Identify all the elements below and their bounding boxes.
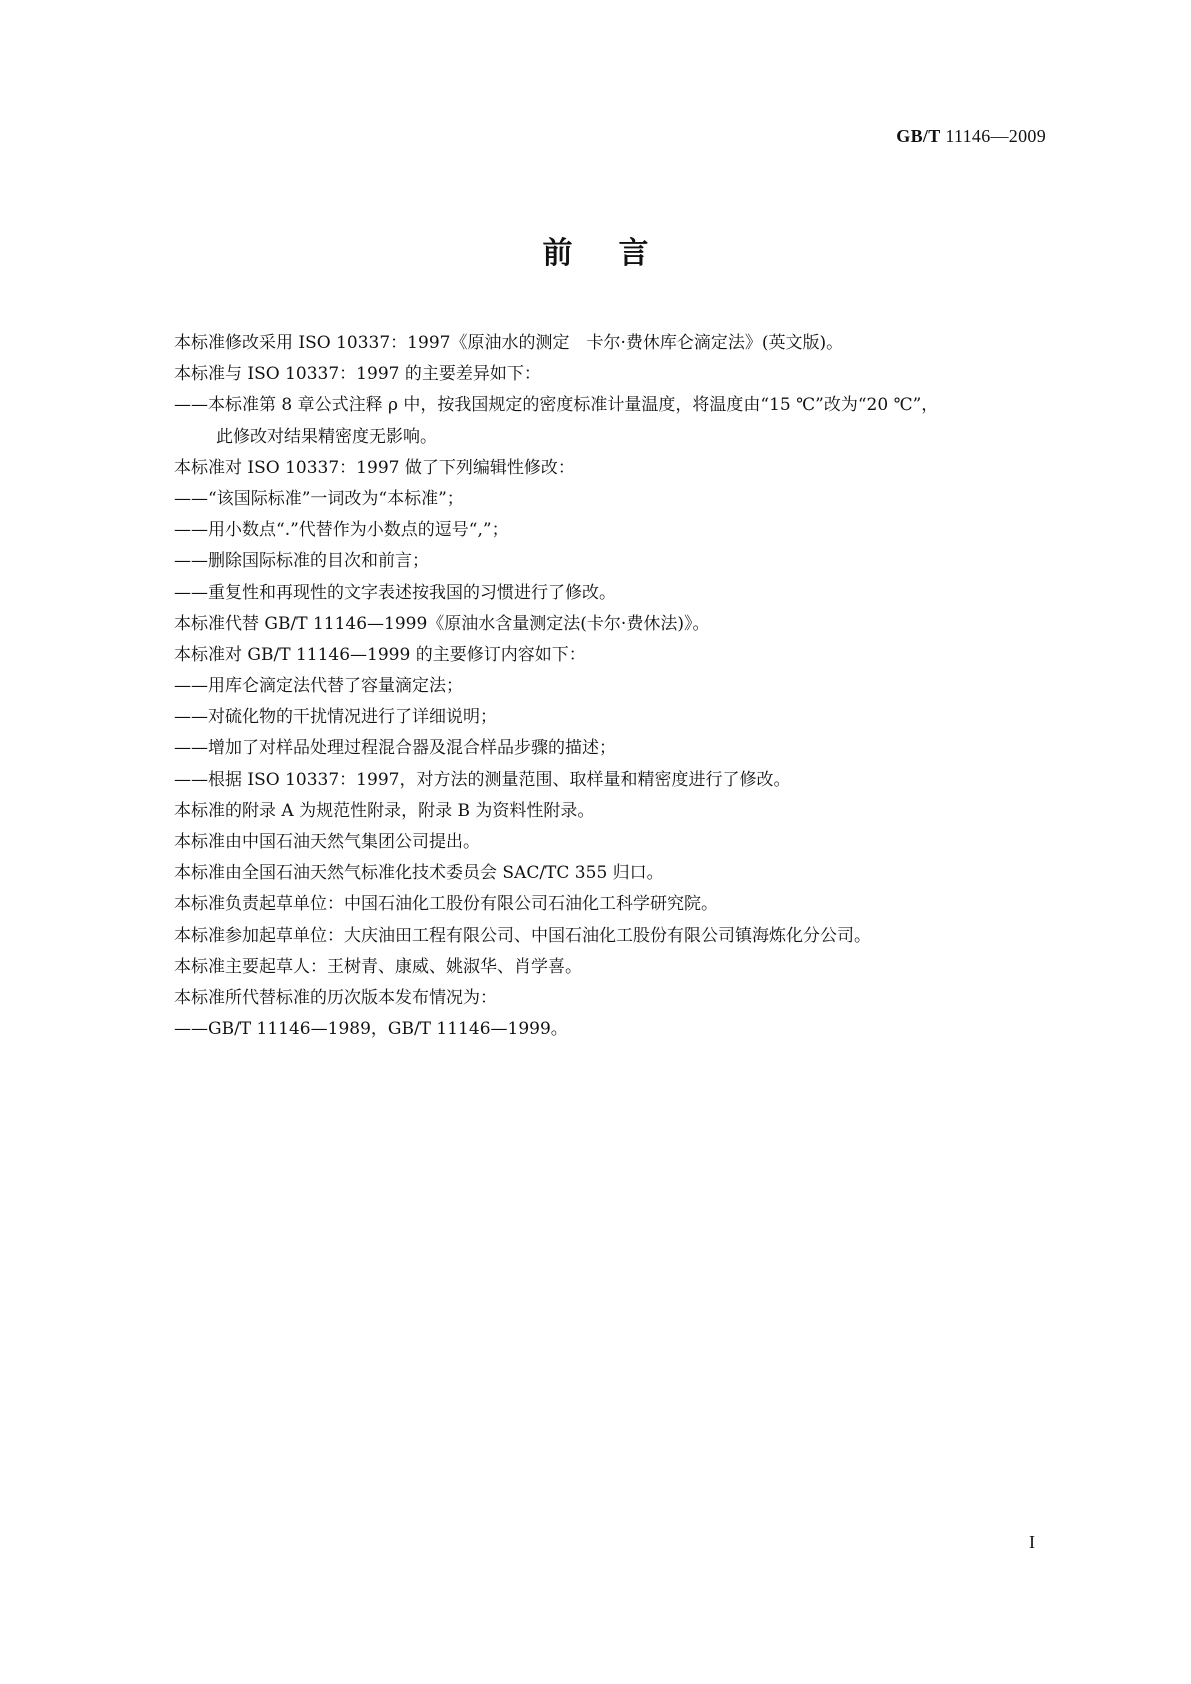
standard-code-number: 11146—2009 [945, 126, 1046, 146]
paragraph-line: 本标准参加起草单位：大庆油田工程有限公司、中国石油化工股份有限公司镇海炼化分公司。 [174, 925, 871, 946]
list-item: ——删除国际标准的目次和前言； [174, 551, 429, 572]
paragraph-line: 本标准代替 GB/T 11146—1999《原油水含量测定法(卡尔·费休法)》。 [174, 613, 710, 634]
paragraph-line: 本标准对 ISO 10337：1997 做了下列编辑性修改： [174, 457, 575, 478]
list-item: ——本标准第 8 章公式注释 ρ 中，按我国规定的密度标准计量温度，将温度由“15 ℃”改为“20 ℃”， [174, 395, 939, 416]
list-item-continuation: 此修改对结果精密度无影响。 [216, 426, 437, 447]
page-number: I [1029, 1532, 1035, 1552]
list-item: ——用库仑滴定法代替了容量滴定法； [174, 676, 463, 697]
list-item: ——重复性和再现性的文字表述按我国的习惯进行了修改。 [174, 582, 616, 603]
standard-code-prefix: GB/T [896, 126, 941, 146]
foreword-body [174, 328, 1054, 1045]
paragraph-line: 本标准由中国石油天然气集团公司提出。 [174, 832, 480, 852]
paragraph-line: 本标准对 GB/T 11146—1999 的主要修订内容如下： [174, 644, 586, 665]
paragraph-line: 本标准负责起草单位：中国石油化工股份有限公司石油化工科学研究院。 [174, 894, 718, 915]
paragraph-line: 本标准的附录 A 为规范性附录，附录 B 为资料性附录。 [174, 800, 595, 821]
list-item: ——用小数点“.”代替作为小数点的逗号“,”； [174, 520, 509, 541]
paragraph-line: 本标准所代替标准的历次版本发布情况为： [174, 987, 497, 1008]
list-item: ——“该国际标准”一词改为“本标准”； [174, 488, 464, 509]
page-title: 前言 [542, 236, 695, 271]
list-item: ——根据 ISO 10337：1997，对方法的测量范围、取样量和精密度进行了修改。 [174, 769, 791, 790]
paragraph-line: 本标准与 ISO 10337：1997 的主要差异如下： [174, 364, 541, 385]
standard-code [896, 126, 1046, 147]
list-item: ——GB/T 11146—1989，GB/T 11146—1999。 [174, 1019, 568, 1040]
paragraph-line: 本标准修改采用 ISO 10337：1997《原油水的测定 卡尔·费休库仑滴定法》(英文版)。 [174, 333, 844, 353]
paragraph-line: 本标准由全国石油天然气标准化技术委员会 SAC/TC 355 归口。 [174, 863, 664, 884]
paragraph-line: 本标准主要起草人：王树青、康威、姚淑华、肖学喜。 [174, 956, 582, 977]
list-item: ——对硫化物的干扰情况进行了详细说明； [174, 707, 497, 728]
list-item: ——增加了对样品处理过程混合器及混合样品步骤的描述； [174, 738, 616, 759]
